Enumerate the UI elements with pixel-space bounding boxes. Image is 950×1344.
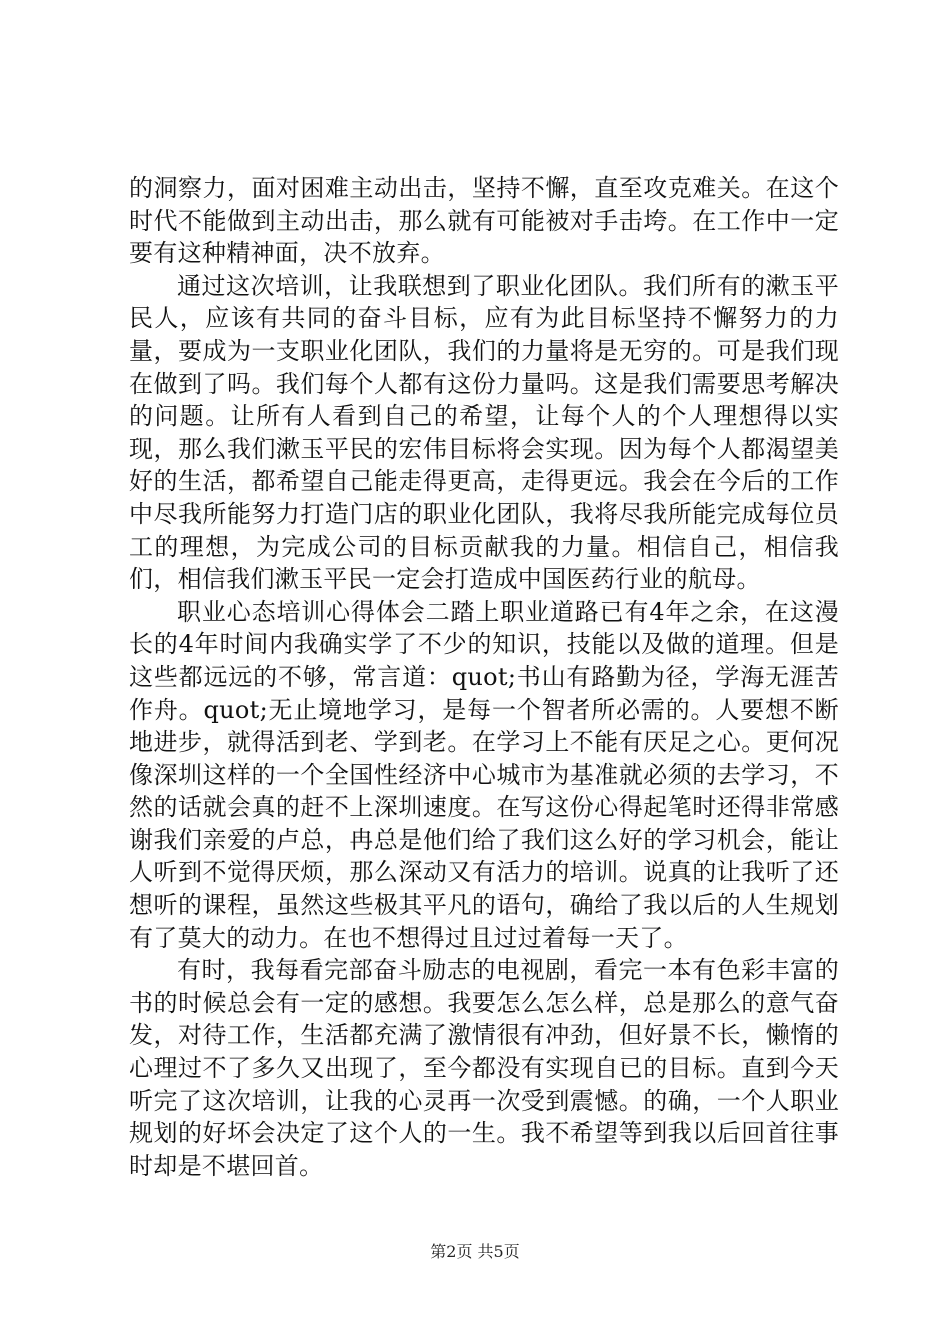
paragraph-2: 通过这次培训，让我联想到了职业化团队。我们所有的漱玉平民人，应该有共同的奋斗目标，应有为此目标坚持不懈努力的力量，要成为一支职业化团队，我们的力量将是无穷的。可是我们现在做到了吗。我们每个人都有这份力量吗。这是我们需要思考解决的问题。让所有人看到自己的希望，让每个人的个人理想得以实现，那么我们漱玉平民的宏伟目标将会实现。因为每个人都渴望美好的生活，都希望自己能走得更高，走得更远。我会在今后的工作中尽我所能努力打造门店的职业化团队，我将尽我所能完成每位员工的理想，为完成公司的目标贡献我的力量。相信自己，相信我们，相信我们漱玉平民一定会打造成中国医药行业的航母。 xyxy=(129,271,839,594)
paragraph-4: 有时，我每看完部奋斗励志的电视剧，看完一本有色彩丰富的书的时候总会有一定的感想。我要怎么怎么样，总是那么的意气奋发，对待工作，生活都充满了激情很有冲劲，但好景不长，懒惰的心理过不了多久又出现了，至今都没有实现自已的目标。直到今天听完了这次培训，让我的心灵再一次受到震憾。的确，一个人职业规划的好坏会决定了这个人的一生。我不希望等到我以后回首往事时却是不堪回首。 xyxy=(129,956,839,1180)
page-number-footer: 第2页 共5页 xyxy=(430,1242,520,1261)
paragraph-3: 职业心态培训心得体会二踏上职业道路已有4年之余，在这漫长的4年时间内我确实学了不少的知识，技能以及做的道理。但是这些都远远的不够，常言道：quot;书山有路勤为径，学海无涯苦作舟。quot;无止境地学习，是每一个智者所必需的。人要想不断地进步，就得活到老、学到老。在学习上不能有厌足之心。更何况像深圳这样的一个全国性经济中心城市为基准就必须的去学习，不然的话就会真的赶不上深圳速度。在写这份心得起笔时还得非常感谢我们亲爱的卢总，冉总是他们给了我们这么好的学习机会，能让人听到不觉得厌烦，那么深动又有活力的培训。说真的让我听了还想听的课程，虽然这些极其平凡的语句，确给了我以后的人生规划有了莫大的动力。在也不想得过且过过着每一天了。 xyxy=(129,597,839,952)
paragraph-1: 的洞察力，面对困难主动出击，坚持不懈，直至攻克难关。在这个时代不能做到主动出击，那么就有可能被对手击垮。在工作中一定要有这种精神面，决不放弃。 xyxy=(129,174,839,268)
document-body xyxy=(129,172,839,1182)
